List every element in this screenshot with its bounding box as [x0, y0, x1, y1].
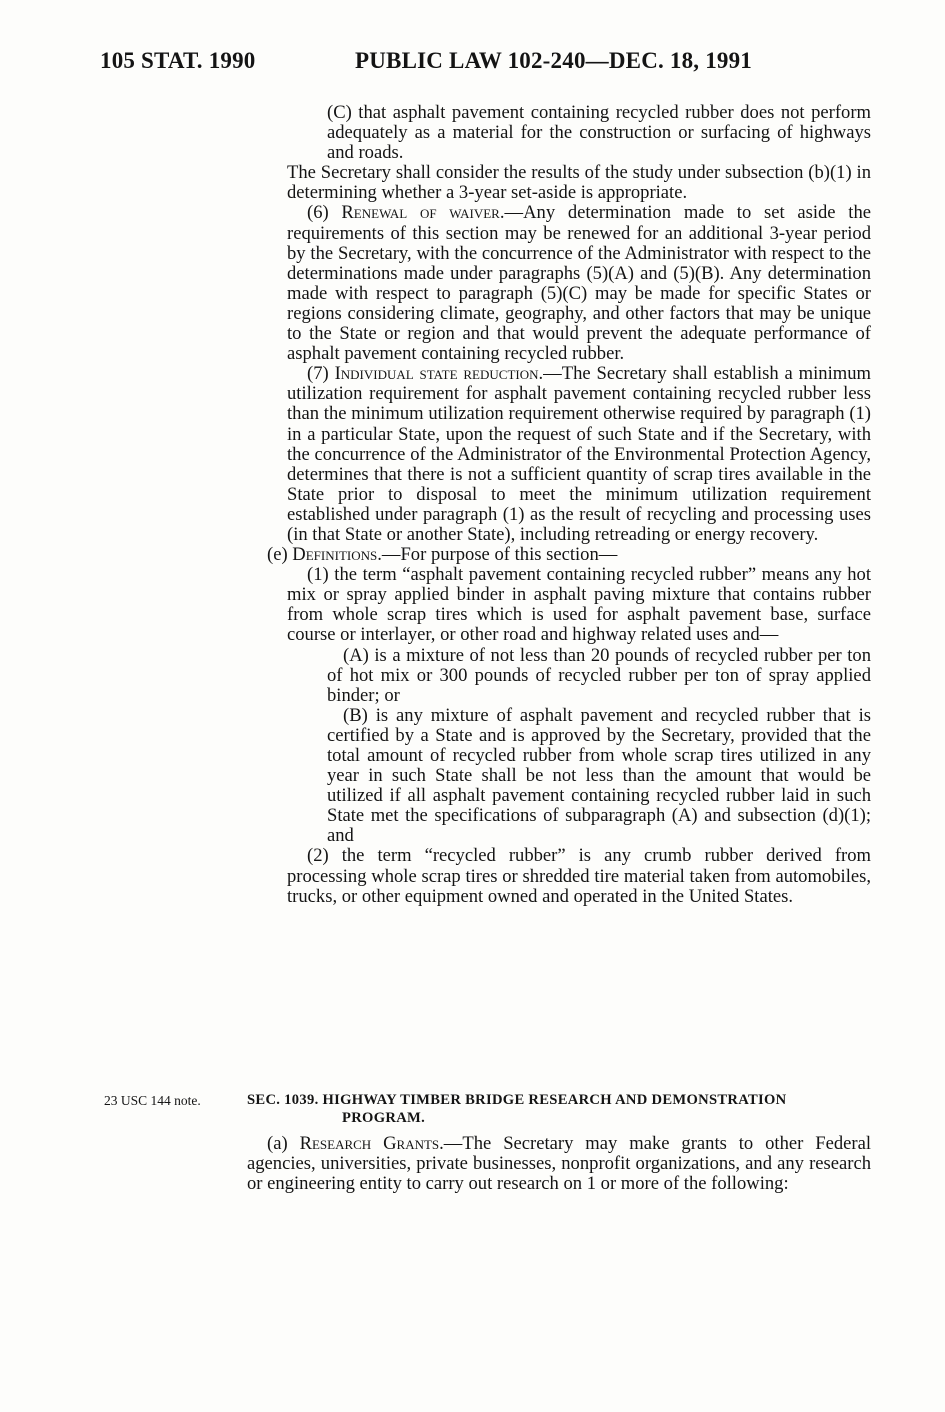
- main-text-block: [267, 102, 871, 907]
- paragraph-7-number: (7): [307, 363, 329, 385]
- subsection-a-heading: Research Grants.: [299, 1133, 444, 1154]
- paragraph-6-heading: Renewal of waiver.: [341, 202, 505, 224]
- law-title: PUBLIC LAW 102-240—DEC. 18, 1991: [355, 48, 753, 73]
- definition-1a: (A) is a mixture of not less than 20 pounds of recycled rubber per ton of hot mix or 300 pounds of recycled rubber per ton of spray applied binder; or: [327, 644, 871, 706]
- page-reference: 105 STAT. 1990: [100, 48, 256, 73]
- paragraph-7-text: —The Secretary shall establish a minimum utilization requirement for asphalt pavement containing recycled rubber less than the minimum utilization requirement otherwise required by paragraph (1) in a particular State, upon the request of such State and if the Secretary, with the concurrence of the Administrator of the Environmental Protection Agency, determines that there is not a sufficient quantity of scrap tires available in the State prior to disposal to meet the minimum utilization requirement established under paragraph (1) as the result of recycling and processing uses (in that State or another State), including retreading or energy recovery.: [287, 363, 871, 545]
- paragraph-7-heading: Individual state reduction.: [334, 363, 544, 385]
- subsection-e-number: (e): [267, 544, 288, 566]
- paragraph-6-text: —Any determination made to set aside the requirements of this section may be renewed for an additional 3-year period by the Secretary, with the concurrence of the Administrator with respect to the determinations made under paragraphs (5)(A) and (5)(B). Any determination made with respect to paragraph (5)(C) may be made for specific States or regions considering climate, geography, and other factors that may be unique to the State or region and that would prevent the adequate performance of asphalt pavement containing recycled rubber.: [287, 202, 871, 365]
- paragraph-6-number: (6): [307, 202, 329, 224]
- research-grants-block: [247, 1134, 871, 1194]
- paragraph-6: [287, 203, 871, 364]
- paragraph-7: [287, 364, 871, 545]
- paragraph-consider: The Secretary shall consider the results of the study under subsection (b)(1) in determining whether a 3-year set-aside is appropriate.: [287, 162, 871, 204]
- section-heading: [247, 1091, 871, 1127]
- section-heading-line2: PROGRAM.: [342, 1110, 426, 1126]
- subsection-e-text: —For purpose of this section—: [381, 544, 618, 566]
- margin-note: 23 USC 144 note.: [104, 1093, 201, 1108]
- subsection-a-number: (a): [267, 1133, 288, 1154]
- definition-1: (1) the term “asphalt pavement containing recycled rubber” means any hot mix or spray applied binder in asphalt paving mixture that contains rubber from whole scrap tires which is used for asphalt pavement base, surface course or interlayer, or other road and highway related uses and—: [287, 564, 871, 646]
- section-heading-line1: SEC. 1039. HIGHWAY TIMBER BRIDGE RESEARCH AND DEMONSTRATION: [247, 1092, 787, 1108]
- subsection-a: [247, 1134, 871, 1194]
- subsection-a-text: —The Secretary may make grants to other Federal agencies, universities, private businesses, nonprofit organizations, and any research or engineering entity to carry out research on 1 or more of the following:: [247, 1133, 871, 1195]
- paragraph-5c: (C) that asphalt pavement containing recycled rubber does not perform adequately as a material for the construction or surfacing of highways and roads.: [327, 102, 871, 164]
- definition-2: (2) the term “recycled rubber” is any crumb rubber derived from processing whole scrap tires or shredded tire material taken from automobiles, trucks, or other equipment owned and operated in the United States.: [287, 845, 871, 907]
- definition-1b: (B) is any mixture of asphalt pavement and recycled rubber that is certified by a State and is approved by the Secretary, provided that the total amount of recycled rubber from whole scrap tires utilized in any year in such State shall be not less than the amount that would be utilized if all asphalt pavement containing recycled rubber laid in such State met the specifications of subparagraph (A) and subsection (d)(1); and: [327, 704, 871, 847]
- subsection-e-heading: Definitions.: [292, 544, 382, 566]
- subsection-e: [267, 545, 871, 565]
